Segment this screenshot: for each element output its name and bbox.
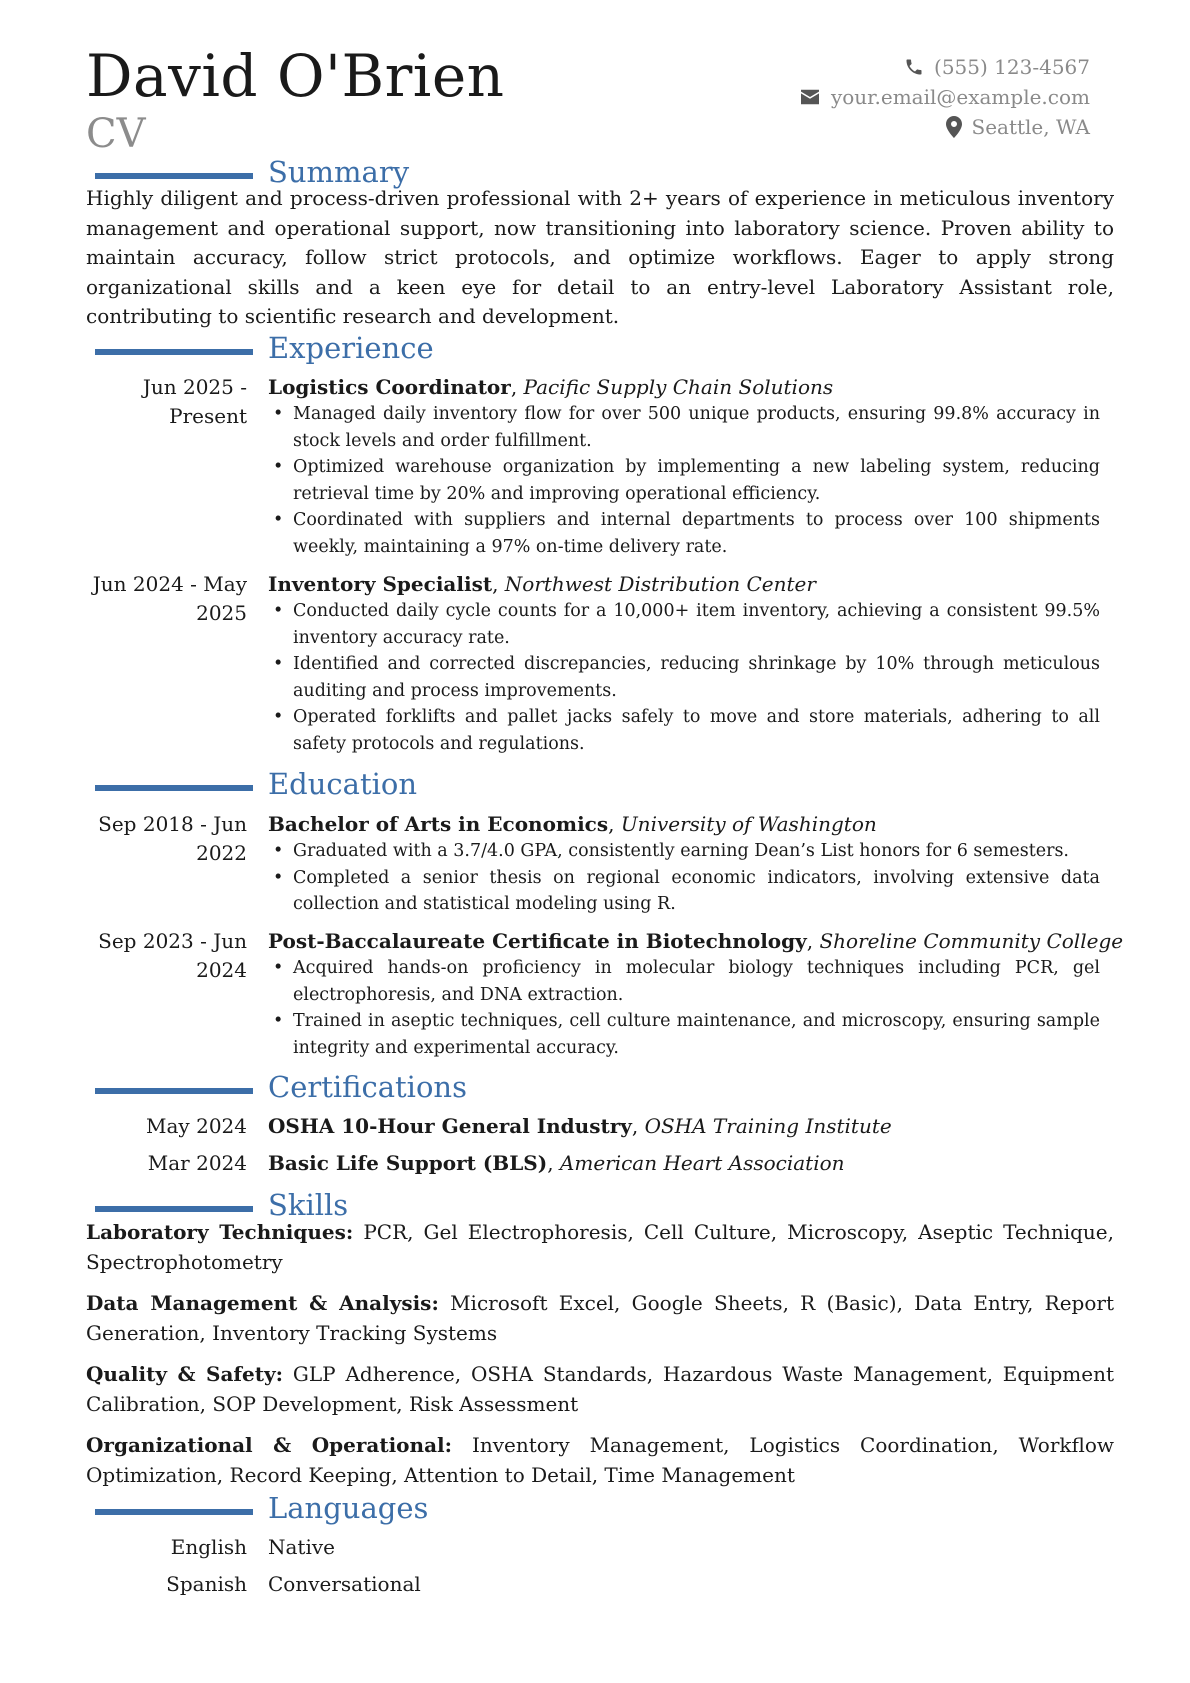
document-subtitle: CV [86,111,146,157]
skill-label: Quality & Safety: [86,1362,283,1386]
section-heading [0,328,1190,368]
map-marker-icon [946,116,962,138]
certifications-section [0,1067,1190,1107]
entry-heading: Basic Life Support (BLS), American Heart Association [268,1151,845,1175]
skill-label: Organizational & Operational: [86,1433,453,1457]
section-accent-bar [95,349,253,355]
envelope-icon [799,88,821,106]
skill-values: GLP Adherence, OSHA Standards, Hazardous Waste Management, Equipment Calibration, SOP Development, Risk Assessment [86,1362,1115,1416]
section-heading [0,1067,1190,1107]
bullet-item: • Acquired hands-on proficiency in molecular biology techniques including PCR, gel electrophoresis, and DNA extraction. [268,955,1100,1008]
entry-heading: Logistics Coordinator, Pacific Supply Chain Solutions [268,375,834,399]
entry-organization: Pacific Supply Chain Solutions [523,375,834,399]
certification-issuer: American Heart Association [559,1151,845,1175]
skill-group [86,1431,1114,1490]
experience-section [0,328,1190,368]
summary-text: Highly diligent and process-driven professional with 2+ years of experience in meticulous inventory management and operational support, now transitioning into laboratory science. Proven ability to maintain accuracy, follow strict protocols, and optimize workflows. Eager to apply strong organizational skills and a keen eye for detail to an entry-level Laboratory Assistant role, contributing to scientific research and development. [86,186,1114,328]
section-accent-bar [95,785,253,791]
entry-bullets [268,838,1100,918]
bullet-item: • Identified and corrected discrepancies, reducing shrinkage by 10% through meticulous auditing and process improvements. [268,651,1100,704]
entry-bullets [268,598,1100,757]
skill-values: Microsoft Excel, Google Sheets, R (Basic), Data Entry, Report Generation, Inventory Tracking Systems [86,1291,1114,1345]
section-title: Skills [268,1188,349,1222]
entry-institution: University of Washington [620,812,877,836]
section-title: Experience [268,331,434,365]
languages-section [0,1488,1190,1528]
bullet-item: • Managed daily inventory flow for over 500 unique products, ensuring 99.8% accuracy in stock levels and order fulfillment. [268,401,1100,454]
section-title: Languages [268,1491,429,1525]
education-section [0,764,1190,804]
section-accent-bar [95,1088,253,1094]
section-accent-bar [95,173,253,179]
language-level: Conversational [268,1572,421,1596]
skill-label: Data Management & Analysis: [86,1291,439,1315]
contact-block [799,52,1090,142]
language-level: Native [268,1535,335,1559]
location-text: Seattle, WA [971,115,1090,139]
bullet-item: • Completed a senior thesis on regional economic indicators, involving extensive data collection and statistical modeling using R. [268,865,1100,918]
entry-degree: Post-Baccalaureate Certificate in Biotechnology [268,929,807,953]
location-row [799,112,1090,142]
bullet-item: • Operated forklifts and pallet jacks safely to move and store materials, adhering to all safety protocols and regulations. [268,704,1100,757]
entry-date: Jun 2024 - May 2025 [92,572,247,625]
entry-heading: Bachelor of Arts in Economics, University of Washington [268,812,877,836]
email-address[interactable]: your.email@example.com [830,85,1090,109]
skill-group [86,1218,1114,1277]
entry-role: Logistics Coordinator [268,375,511,399]
entry-date: Jun 2025 - Present [142,375,247,428]
skill-group [86,1289,1114,1348]
entry-bullets [268,955,1100,1061]
entry-organization: Northwest Distribution Center [504,572,816,596]
entry-date: May 2024 [146,1114,247,1138]
section-title: Summary [268,155,410,189]
certification-issuer: OSHA Training Institute [644,1114,892,1138]
language-name: Spanish [166,1572,247,1596]
entry-bullets [268,401,1100,560]
email-row [799,82,1090,112]
section-title: Certifications [268,1070,467,1104]
skill-values: Inventory Management, Logistics Coordination, Workflow Optimization, Record Keeping, Attention to Detail, Time Management [86,1433,1115,1487]
section-accent-bar [95,1509,253,1515]
skill-group [86,1360,1114,1419]
phone-row [799,52,1090,82]
certification-name: OSHA 10-Hour General Industry [268,1114,632,1138]
entry-institution: Shoreline Community College [819,929,1124,953]
entry-date: Mar 2024 [147,1151,247,1175]
bullet-item: • Trained in aseptic techniques, cell culture maintenance, and microscopy, ensuring sample integrity and experimental accuracy. [268,1008,1100,1061]
section-heading [0,764,1190,804]
skill-values: PCR, Gel Electrophoresis, Cell Culture, Microscopy, Aseptic Technique, Spectrophotometry [86,1220,1114,1274]
entry-degree: Bachelor of Arts in Economics [268,812,609,836]
certification-name: Basic Life Support (BLS) [268,1151,548,1175]
bullet-item: • Coordinated with suppliers and internal departments to process over 100 shipments weekly, maintaining a 97% on-time delivery rate. [268,507,1100,560]
phone-icon [904,57,924,77]
entry-role: Inventory Specialist [268,572,493,596]
bullet-item: • Conducted daily cycle counts for a 10,000+ item inventory, achieving a consistent 99.5% inventory accuracy rate. [268,598,1100,651]
bullet-item: • Graduated with a 3.7/4.0 GPA, consistently earning Dean’s List honors for 6 semesters. [268,838,1100,865]
skill-label: Laboratory Techniques: [86,1220,354,1244]
entry-heading: Inventory Specialist, Northwest Distribution Center [268,572,816,596]
section-heading [0,1488,1190,1528]
section-title: Education [268,767,418,801]
entry-date: Sep 2023 - Jun 2024 [98,929,247,982]
section-accent-bar [95,1206,253,1212]
candidate-name: David O'Brien [86,42,505,110]
entry-heading: Post-Baccalaureate Certificate in Biotechnology, Shoreline Community College [268,929,1124,953]
entry-heading: OSHA 10-Hour General Industry, OSHA Training Institute [268,1114,892,1138]
language-name: English [170,1535,247,1559]
phone-number[interactable]: (555) 123-4567 [934,55,1090,79]
entry-date: Sep 2018 - Jun 2022 [98,812,247,865]
bullet-item: • Optimized warehouse organization by implementing a new labeling system, reducing retrieval time by 20% and improving operational efficiency. [268,454,1100,507]
